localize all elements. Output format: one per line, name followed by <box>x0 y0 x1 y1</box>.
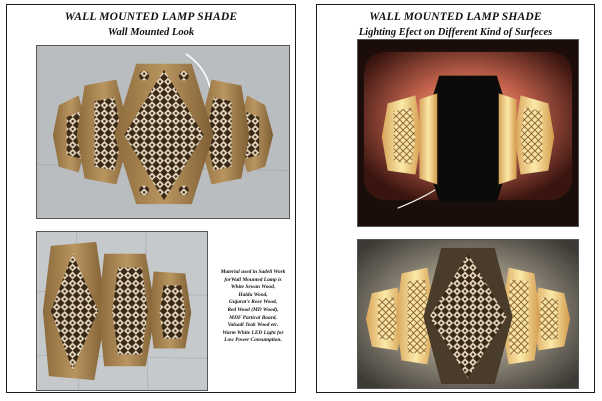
caption-line: MDF Partical Board, <box>229 314 277 321</box>
caption-line: Haldu Wood, <box>238 291 268 298</box>
caption-line: Gujarat's Rose Wood, <box>228 299 278 306</box>
left-page-title: WALL MOUNTED LAMP SHADE <box>64 11 238 23</box>
lamp-photo-red-surface <box>357 39 579 227</box>
left-page-subtitle: Wall Mounted Look <box>107 27 195 38</box>
right-page-title: WALL MOUNTED LAMP SHADE <box>369 11 542 23</box>
caption-line: Low Power Consumption. <box>224 337 282 344</box>
page-gutter <box>298 0 314 401</box>
caption-line: Valsadi Teak Wood etc. <box>227 322 279 329</box>
caption-line: White Sewan Wood, <box>230 284 276 291</box>
caption-line: Warm White LED Light for <box>222 329 284 336</box>
caption-line: Red Wood (MD Wood), <box>227 306 279 313</box>
lamp-photo-side-view <box>36 231 208 391</box>
lamp-photo-front-view <box>36 45 290 219</box>
left-page <box>6 4 296 393</box>
right-page <box>316 4 595 393</box>
right-page-subtitle: Lighting Efect on Different Kind of Surfeces <box>358 27 553 38</box>
lamp-photo-grey-surface <box>357 239 579 389</box>
material-caption <box>214 269 292 345</box>
caption-line: Material used in Sadeli Work <box>220 269 286 275</box>
caption-line: forWall Mounted Lamp is <box>224 276 282 283</box>
